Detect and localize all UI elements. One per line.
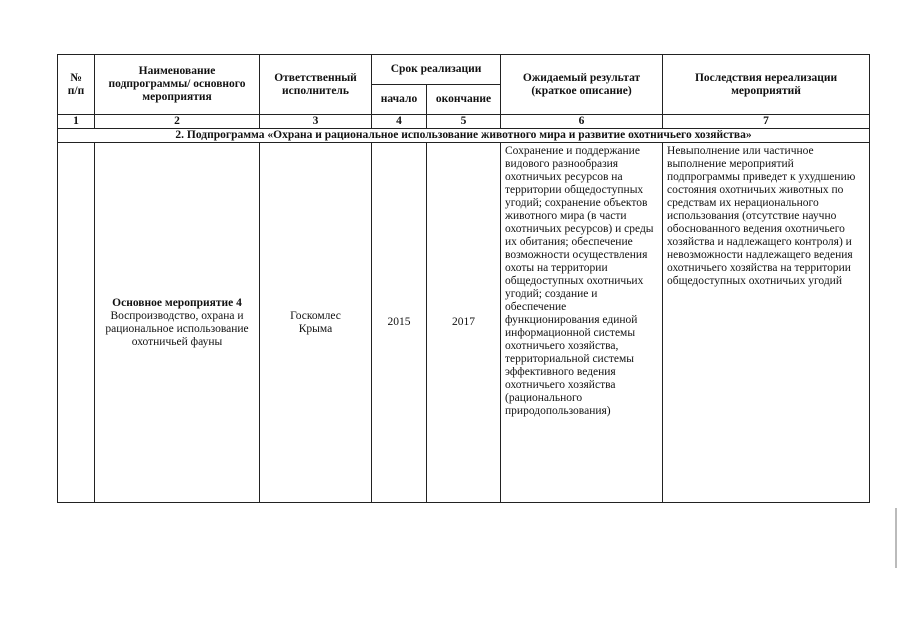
section-row (58, 129, 870, 143)
activity-description: Воспроизводство, охрана и рациональное использование охотничьей фауны (105, 309, 249, 348)
header-num: № п/п (58, 55, 95, 115)
column-number: 3 (260, 115, 372, 129)
activity-row (58, 143, 870, 503)
column-number: 6 (501, 115, 663, 129)
header-row (58, 55, 870, 85)
section-title: 2. Подпрограмма «Охрана и рациональное использование животного мира и развитие охотничьего хозяйства» (58, 129, 870, 143)
column-number-row (58, 115, 870, 129)
column-number: 2 (95, 115, 260, 129)
activity-cell (95, 143, 260, 503)
header-result: Ожидаемый результат (краткое описание) (501, 55, 663, 115)
consequences: Невыполнение или частичное выполнение мероприятий подпрограммы приведет к ухудшению состояния охотничьих животных по средствам их нерационального использования (отсутствие научно обоснованного ведения охотничьего хозяйства и надлежащего контроля) и невозможности надлежащего ведения охотничьего хозяйства на территории общедоступных охотничьих угодий (663, 143, 870, 503)
scan-edge-mark (895, 508, 897, 568)
end-year: 2017 (427, 143, 501, 503)
activity-title: Основное мероприятие 4 (112, 296, 242, 309)
header-responsible: Ответственный исполнитель (260, 55, 372, 115)
responsible-cell: Госкомлес Крыма (260, 143, 372, 503)
column-number: 4 (372, 115, 427, 129)
header-end: окончание (427, 85, 501, 115)
header-name: Наименование подпрограммы/ основного мероприятия (95, 55, 260, 115)
header-period: Срок реализации (372, 55, 501, 85)
expected-result: Сохранение и поддержание видового разнообразия охотничьих ресурсов на территории общедоступных угодий; сохранение объектов животного мира (в части охотничьих ресурсов) и среды их обитания; обеспечение возможности осуществления охоты на территории общедоступных охотничьих угодий; создание и обеспечение функционирования единой информационной системы охотничьего хозяйства, территориальной системы эффективного ведения охотничьего хозяйства (рационального природопользования) (501, 143, 663, 503)
column-number: 5 (427, 115, 501, 129)
program-table (57, 54, 870, 503)
header-start: начало (372, 85, 427, 115)
start-year: 2015 (372, 143, 427, 503)
column-number: 7 (663, 115, 870, 129)
row-num (58, 143, 95, 503)
header-consequences: Последствия нереализации мероприятий (663, 55, 870, 115)
column-number: 1 (58, 115, 95, 129)
